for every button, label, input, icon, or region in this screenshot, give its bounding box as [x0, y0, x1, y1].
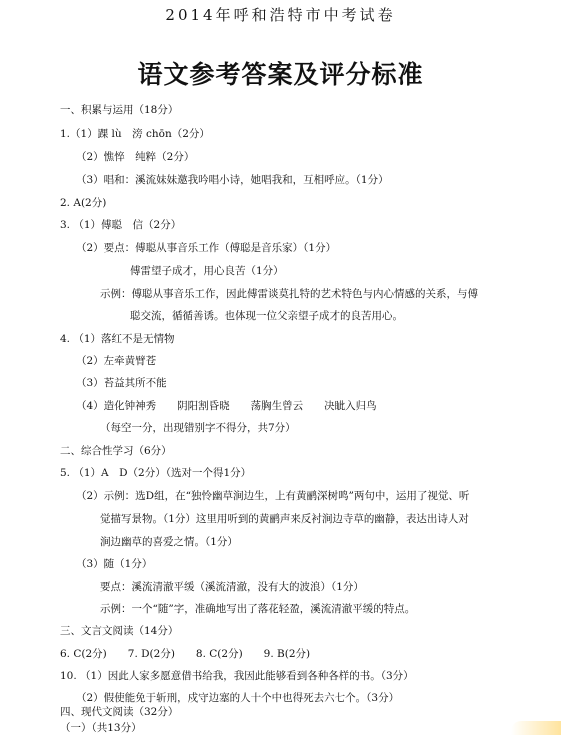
answer-line: （2）要点：傅聪从事音乐工作（傅聪是音乐家）（1分） — [76, 242, 337, 254]
answer-line: 涧边幽草的喜爱之情。（1分） — [100, 536, 238, 548]
answer-line: （2）左牵黄臂苍 — [76, 355, 157, 367]
answer-line: （3）唱和：溪流妹妹邀我吟唱小诗，她唱我和，互相呼应。（1分） — [76, 174, 389, 186]
answer-line: （3）苔益其所不能 — [76, 377, 167, 389]
answer-line: 示例：傅聪从事音乐工作，因此傅雷谈莫扎特的艺术特色与内心情感的关系，与傅 — [100, 288, 478, 300]
answer-line: （2）憔悴 纯粹（2分） — [76, 151, 195, 163]
answer-line: 要点：溪流清澈平缓（溪流清澈，没有大的波浪）（1分） — [100, 581, 364, 593]
answer-line: 5. （1）A D（2分）（选对一个得1分） — [60, 467, 252, 479]
answer-line: 聪交流，循循善诱。也体现一位父亲望子成才的良苦用心。 — [130, 310, 403, 322]
subsection-heading: （一）（共13分） — [60, 722, 142, 734]
exam-header: 2014年呼和浩特市中考试卷 — [165, 6, 396, 24]
answer-line: （2）示例：选D组，在“独怜幽草涧边生，上有黄鹂深树鸣”两句中，运用了视觉、听 — [76, 490, 470, 502]
section-heading-1: 一、积累与运用（18分） — [60, 104, 179, 116]
answer-line: 2. A(2分) — [60, 197, 107, 209]
answer-line: （2）假使能免于斩刑，戍守边塞的人十个中也得死去六七个。（3分） — [76, 692, 400, 704]
answer-line: （3）随（1分） — [76, 558, 153, 570]
section-heading-3: 三、文言文阅读（14分） — [60, 625, 179, 637]
answer-line: 傅雷望子成才，用心良苦（1分） — [130, 265, 284, 277]
answer-line: 觉描写景物。（1分）这里用听到的黄鹂声来反衬涧边寺草的幽静，表达出诗人对 — [100, 513, 469, 525]
answer-line: 4. （1）落红不是无情物 — [60, 333, 175, 345]
corner-watermark — [511, 721, 561, 735]
scoring-note: （每空一分，出现错别字不得分，共7分） — [100, 422, 296, 434]
answer-line: 示例：一个“随”字，准确地写出了落花轻盈，溪流清澈平缓的特点。 — [100, 603, 416, 615]
answer-line: 3. （1）傅聪 信（2分） — [60, 219, 182, 231]
answer-line: 1.（1）踝 lù 滂 chōn（2分） — [60, 128, 210, 140]
answer-line: （4）造化钟神秀 阴阳割昏晓 荡胸生曾云 决眦入归鸟 — [76, 400, 377, 412]
section-heading-4: 四、现代文阅读（32分） — [60, 706, 179, 718]
section-heading-2: 二、综合性学习（6分） — [60, 445, 172, 457]
page-title: 语文参考答案及评分标准 — [137, 60, 424, 89]
answer-line: 10. （1）因此人家多愿意借书给我，我因此能够看到各种各样的书。（3分） — [60, 670, 414, 682]
answer-line: 6. C(2分) 7. D(2分) 8. C(2分) 9. B(2分) — [60, 648, 311, 660]
